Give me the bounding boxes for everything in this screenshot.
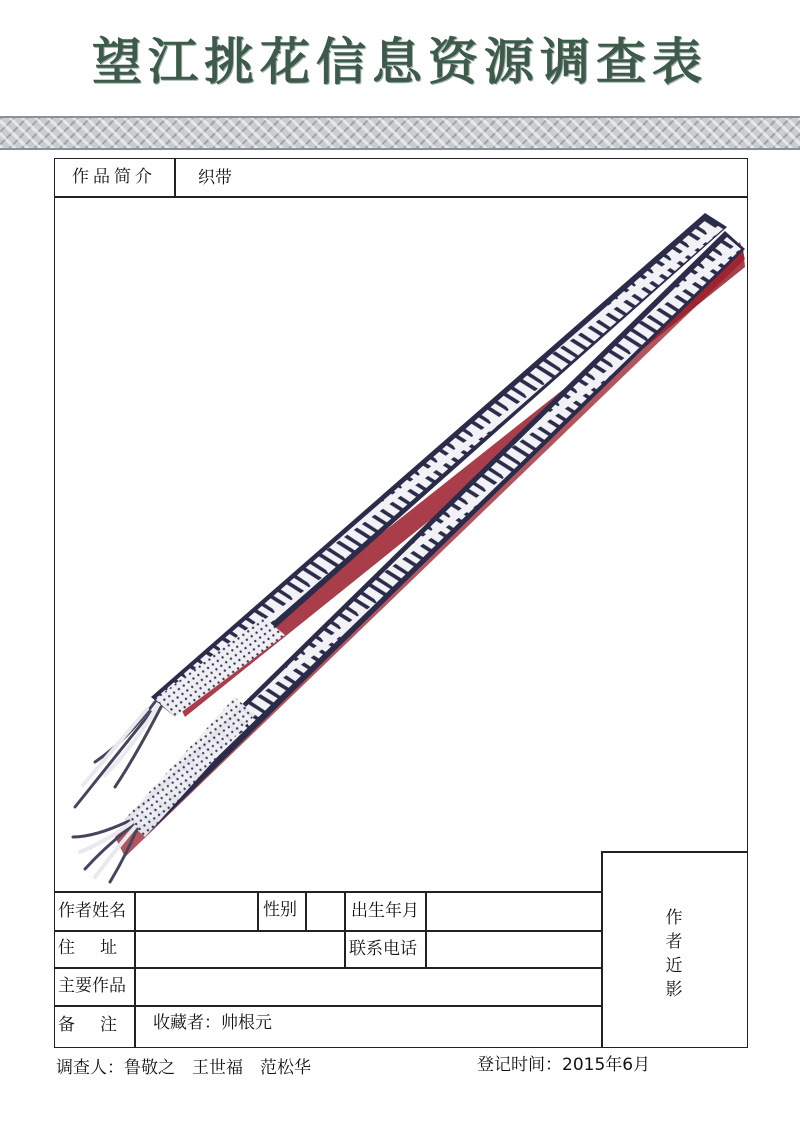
divider — [54, 967, 602, 969]
divider — [174, 158, 176, 196]
address-label: 住 址 — [58, 938, 121, 958]
intro-label: 作品简介 — [72, 167, 156, 187]
divider — [305, 891, 307, 930]
gender-label: 性别 — [263, 900, 297, 920]
registration-date: 登记时间：2015年6月 — [477, 1055, 651, 1075]
woven-belt-photo — [55, 197, 745, 890]
author-photo-label: 作者近影 — [665, 908, 683, 1000]
author-name-label: 作者姓名 — [58, 901, 126, 921]
intro-value: 织带 — [198, 168, 232, 188]
divider — [425, 891, 427, 967]
birth-date-label: 出生年月 — [351, 901, 419, 921]
notes-label: 备 注 — [58, 1015, 121, 1035]
investigators: 调查人：鲁敬之 王世福 范松华 — [56, 1058, 311, 1078]
divider — [134, 891, 136, 1048]
main-works-label: 主要作品 — [58, 976, 126, 996]
form-title: 望江挑花信息资源调查表 — [92, 32, 708, 91]
decorative-pattern-band — [0, 116, 800, 150]
divider — [344, 891, 346, 967]
divider — [54, 891, 602, 893]
phone-label: 联系电话 — [349, 939, 417, 959]
divider — [54, 1005, 602, 1007]
divider — [54, 930, 602, 932]
notes-value: 收藏者：帅根元 — [153, 1013, 272, 1033]
divider — [257, 891, 259, 930]
